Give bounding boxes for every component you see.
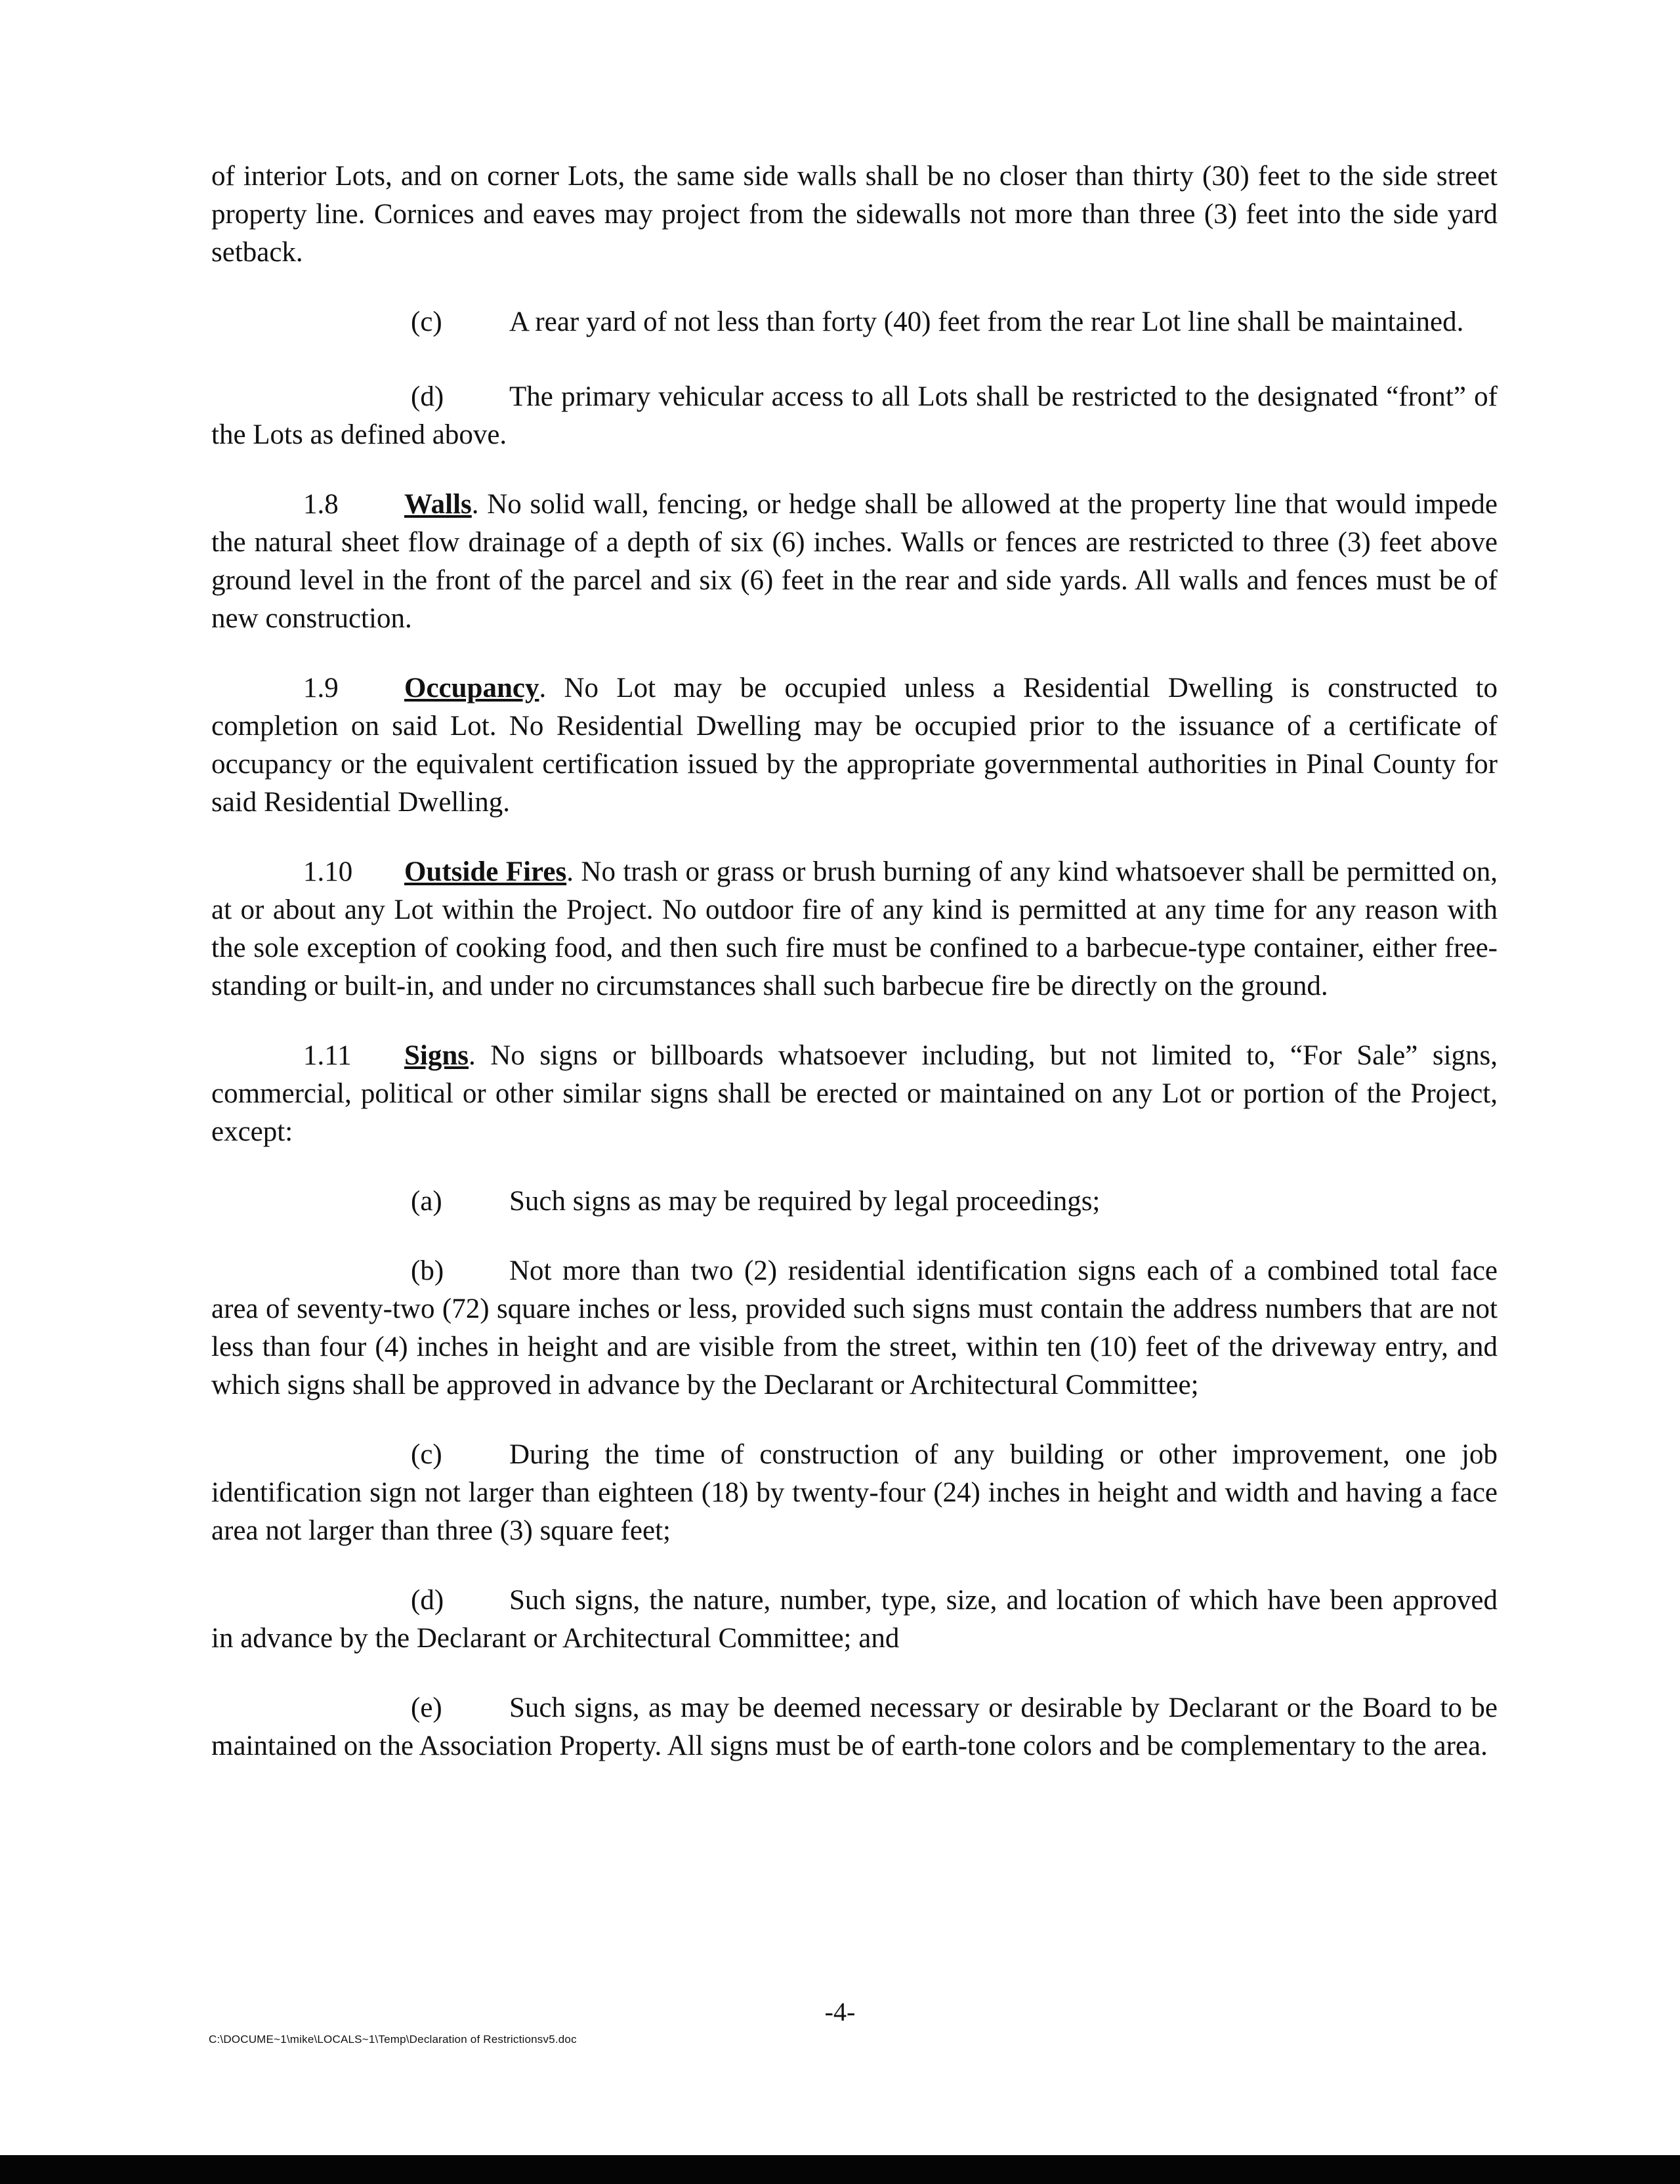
signs-a-text: Such signs as may be required by legal proceedings; <box>509 1186 1101 1217</box>
section-1-10-heading: Outside Fires <box>404 856 567 887</box>
section-1-8-number: 1.8 <box>303 489 339 520</box>
signs-b-label: (b) <box>411 1255 444 1286</box>
signs-item-d <box>211 1582 1498 1658</box>
signs-item-b <box>211 1252 1498 1404</box>
signs-a-label: (a) <box>411 1186 442 1217</box>
section-1-11-text: . No signs or billboards whatsoever including, but not limited to, “For Sale” signs, commercial, political or other similar signs shall be erected or maintained on any Lot or portion of the Project, except: <box>211 1040 1498 1147</box>
section-1-9-heading: Occupancy <box>404 673 539 704</box>
section-1-8-text: . No solid wall, fencing, or hedge shall be allowed at the property line that would impede the natural sheet flow drainage of a depth of six (6) inches. Walls or fences are restricted to three (3) feet above ground level in the front of the parcel and six (6) feet in the rear and side yards. All walls and fences must be of new construction. <box>211 489 1498 634</box>
signs-b-text: Not more than two (2) residential identification signs each of a combined total face area of seventy-two (72) square inches or less, provided such signs must contain the address numbers that are not less than four (4) inches in height and are visible from the street, within ten (10) feet of the driveway entry, and which signs shall be approved in advance by the Declarant or Architectural Committee; <box>211 1255 1498 1400</box>
section-1-10-text: . No trash or grass or brush burning of any kind whatsoever shall be permitted on, at or about any Lot within the Project. No outdoor fire of any kind is permitted at any time for any reason with the sole exception of cooking food, and then such fire must be confined to a barbecue-type container, either free-standing or built-in, and under no circumstances shall such barbecue fire be directly on the ground. <box>211 856 1498 1001</box>
signs-d-text: Such signs, the nature, number, type, size, and location of which have been approved in advance by the Declarant or Architectural Committee; and <box>211 1585 1498 1654</box>
signs-item-a <box>211 1183 1498 1221</box>
section-1-8-heading: Walls <box>404 489 472 520</box>
page-number: -4- <box>824 1997 856 2026</box>
signs-c-text: During the time of construction of any building or other improvement, one job identification sign not larger than eighteen (18) by twenty-four (24) inches in height and width and having a face area not larger than three (3) square feet; <box>211 1439 1498 1546</box>
section-1-11-heading: Signs <box>404 1040 469 1071</box>
section-1-10 <box>211 853 1498 1005</box>
section-1-10-number: 1.10 <box>303 856 353 887</box>
body-text <box>211 158 1498 1765</box>
signs-item-e <box>211 1689 1498 1765</box>
signs-d-label: (d) <box>411 1585 444 1616</box>
paragraph-item-d <box>211 378 1498 454</box>
signs-c-label: (c) <box>411 1439 442 1470</box>
signs-item-c <box>211 1436 1498 1550</box>
signs-e-label: (e) <box>411 1692 442 1723</box>
paragraph-intro: of interior Lots, and on corner Lots, the same side walls shall be no closer than thirty (30) feet to the side street property line. Cornices and eaves may project from the sidewalls not more than three (3) feet into the side yard setback. <box>211 161 1498 268</box>
section-1-11-number: 1.11 <box>303 1040 352 1071</box>
section-1-8 <box>211 486 1498 638</box>
paragraph-item-c <box>211 303 1498 341</box>
footer-file-path: C:\DOCUME~1\mike\LOCALS~1\Temp\Declaration of Restrictionsv5.doc <box>209 2033 577 2046</box>
item-c-text: A rear yard of not less than forty (40) feet from the rear Lot line shall be maintained. <box>509 306 1464 337</box>
section-1-9-number: 1.9 <box>303 673 339 704</box>
scan-border-bar <box>0 2155 1680 2184</box>
section-1-9 <box>211 669 1498 822</box>
section-1-9-text: . No Lot may be occupied unless a Residential Dwelling is constructed to completion on said Lot. No Residential Dwelling may be occupied prior to the issuance of a certificate of occupancy or the equivalent certification issued by the appropriate governmental authorities in Pinal County for said Residential Dwelling. <box>211 673 1498 818</box>
signs-e-text: Such signs, as may be deemed necessary or desirable by Declarant or the Board to be maintained on the Association Property. All signs must be of earth-tone colors and be complementary to the area. <box>211 1692 1498 1761</box>
item-c-label: (c) <box>411 306 442 337</box>
section-1-11 <box>211 1037 1498 1151</box>
item-d-text: The primary vehicular access to all Lots shall be restricted to the designated “front” of the Lots as defined above. <box>211 381 1498 450</box>
item-d-label: (d) <box>411 381 444 412</box>
